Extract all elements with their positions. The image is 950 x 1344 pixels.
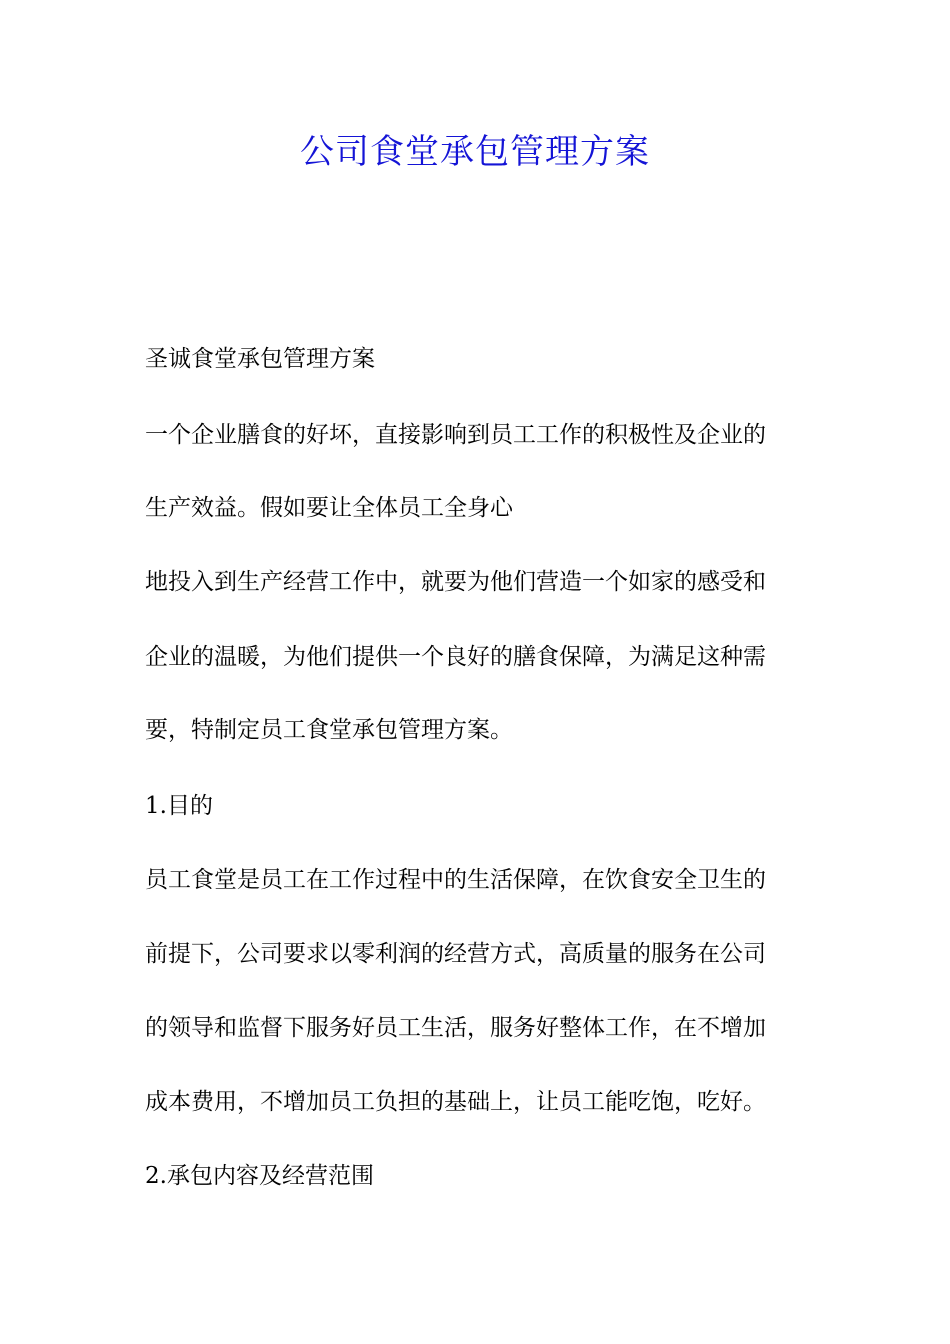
text-line: 成本费用，不增加员工负担的基础上，让员工能吃饱，吃好。 xyxy=(145,1089,766,1115)
text-line: 企业的温暖，为他们提供一个良好的膳食保障，为满足这种需 xyxy=(145,644,766,670)
text-line: 一个企业膳食的好坏，直接影响到员工工作的积极性及企业的 xyxy=(145,422,766,448)
text-line: 地投入到生产经营工作中，就要为他们营造一个如家的感受和 xyxy=(145,569,766,595)
text-line: 要，特制定员工食堂承包管理方案。 xyxy=(145,717,513,743)
text-line: 员工食堂是员工在工作过程中的生活保障，在饮食安全卫生的 xyxy=(145,867,766,893)
text-line: 圣诚食堂承包管理方案 xyxy=(145,346,375,372)
section-heading: 1.目的 xyxy=(145,793,213,819)
text-line: 生产效益。假如要让全体员工全身心 xyxy=(145,495,513,521)
document-title: 公司食堂承包管理方案 xyxy=(300,132,650,172)
section-heading: 2.承包内容及经营范围 xyxy=(145,1163,374,1189)
text-line: 的领导和监督下服务好员工生活，服务好整体工作，在不增加 xyxy=(145,1015,766,1041)
text-line: 前提下，公司要求以零利润的经营方式，高质量的服务在公司 xyxy=(145,941,766,967)
